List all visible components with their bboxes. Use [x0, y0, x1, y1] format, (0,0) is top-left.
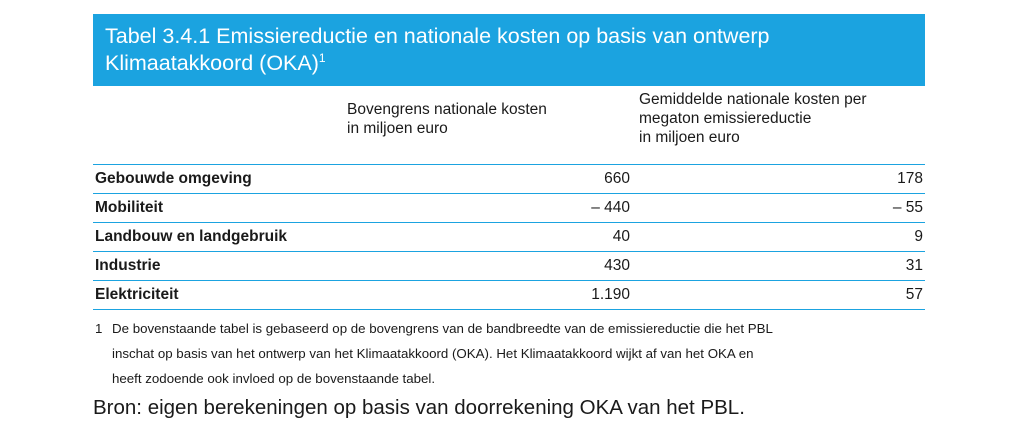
column-header-line: in miljoen euro [347, 120, 448, 137]
source-note: Bron: eigen berekeningen op basis van doorrekening OKA van het PBL. [93, 396, 745, 419]
cell-average: 9 [914, 228, 923, 245]
table-title-line-2-text: Klimaatakkoord (OKA) [105, 51, 319, 75]
column-header-line: in miljoen euro [639, 129, 740, 146]
table-row [93, 252, 925, 281]
column-header-line: Gemiddelde nationale kosten per [639, 91, 867, 108]
row-label: Industrie [95, 257, 161, 274]
table-footnote [93, 316, 925, 391]
footnote-line: inschat op basis van het ontwerp van het Klimaatakkoord (OKA). Het Klimaatakkoord wijkt af van het OKA en [112, 346, 754, 361]
footnote-line: De bovenstaande tabel is gebaseerd op de bovengrens van de bandbreedte van de emissiereductie die het PBL [112, 321, 773, 336]
table-row [93, 165, 925, 194]
row-label: Gebouwde omgeving [95, 170, 252, 187]
row-label: Landbouw en landgebruik [95, 228, 288, 245]
column-header-average-costs [639, 90, 929, 147]
table-figure [93, 14, 925, 391]
cell-upper-bound: – 440 [591, 199, 630, 216]
table-title [93, 14, 925, 86]
table-row [93, 281, 925, 310]
table-title-line-2 [105, 50, 925, 77]
cell-upper-bound: 1.190 [591, 286, 630, 303]
column-header-line: Bovengrens nationale kosten [347, 101, 547, 118]
table-body [93, 164, 925, 310]
cell-average: 178 [897, 170, 923, 187]
cell-upper-bound: 660 [604, 170, 630, 187]
cell-upper-bound: 430 [604, 257, 630, 274]
cell-average: – 55 [892, 199, 923, 216]
table-row [93, 223, 925, 252]
column-header-line: megaton emissiereductie [639, 110, 812, 127]
footnote-number: 1 [95, 321, 103, 336]
footnote-line: heeft zodoende ook invloed op de bovenstaande tabel. [112, 371, 436, 386]
table-title-line-1: Tabel 3.4.1 Emissiereductie en nationale kosten op basis van ontwerp [105, 24, 770, 48]
column-headers [93, 86, 925, 164]
cell-upper-bound: 40 [612, 228, 630, 245]
table-row [93, 194, 925, 223]
cell-average: 31 [905, 257, 923, 274]
footnote-marker: 1 [318, 51, 326, 65]
row-label: Elektriciteit [95, 286, 179, 303]
cell-average: 57 [905, 286, 923, 303]
column-header-upper-bound-costs [347, 100, 627, 138]
row-label: Mobiliteit [95, 199, 164, 216]
